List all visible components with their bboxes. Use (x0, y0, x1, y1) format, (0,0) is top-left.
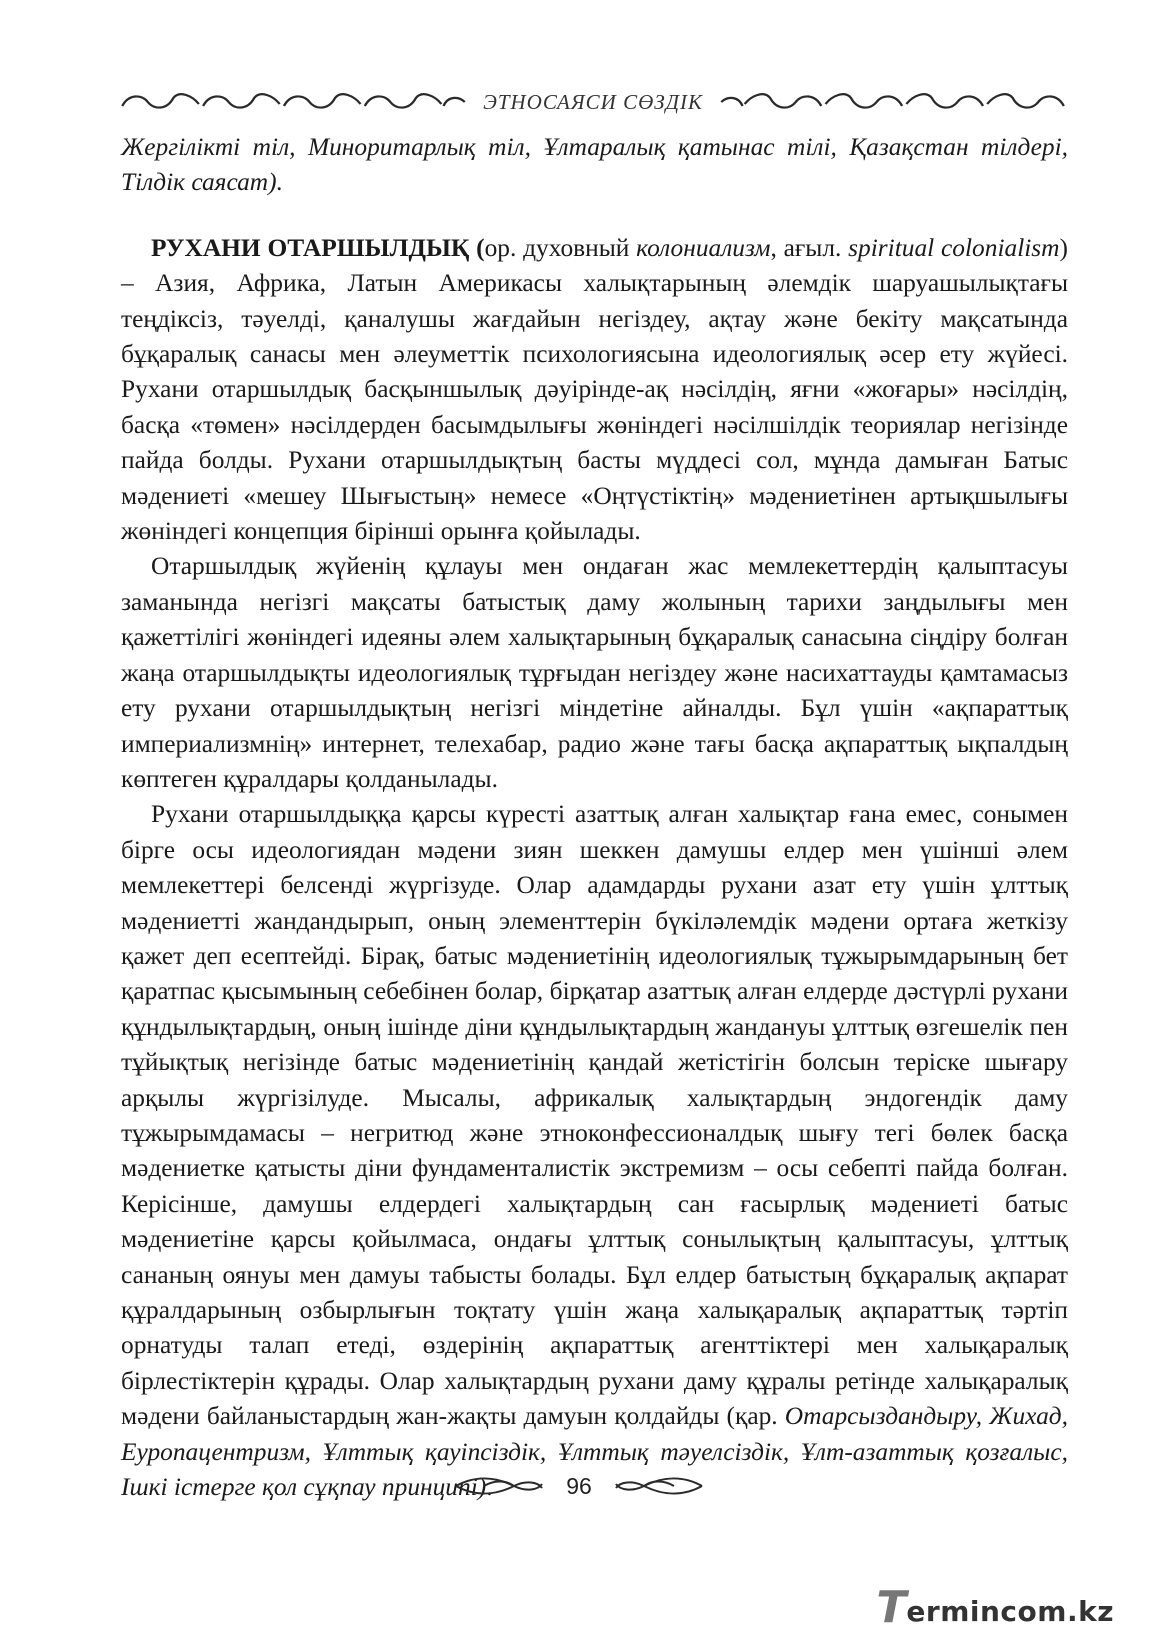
flourish-left-icon (454, 1474, 544, 1498)
intro-crossrefs: Жергілікті тіл, Миноритарлық тіл, Ұлтаралық қатынас тілі, Қазақстан тілдері, Тілдік саясат). (121, 133, 1068, 197)
entry-paragraph-2: Отаршылдық жүйенің құлауы мен ондаған жас мемлекеттердің қалыптасуы заманында негізгі мақсаты батыстық даму жолының тарихи заңдылығы мен қажеттілігі жөніндегі идеяны әлем халықтарының бұқаралық санасына сіңдіру болған жаңа отаршылдықты идеологиялық тұрғыдан негіздеу және насихаттауды қамтамасыз ету рухани отаршылдықтың негізгі міндетіне айналды. Бұл үшін «ақпараттық империализмнің» интернет, телехабар, радио және тағы басқа ақпараттық ықпалдың көптеген құралдары қолданылады. (121, 552, 1068, 793)
watermark-text: ermincom.kz (906, 1595, 1114, 1628)
entry-text-1d: spiritual colonialism (848, 233, 1060, 262)
header-title: ЭТНОСАЯСИ СӨЗДІК (483, 89, 703, 114)
entry-text-3a: Рухани отаршылдыққа қарсы күресті азаттық алған халықтар ғана емес, сонымен бірге осы идеологиядан мәдени зиян шеккен дамушы елдер мен үшінші әлем мемлекеттері белсенді жүргізуде. Олар адамдарды рухани азат ету үшін ұлттық мәдениетті жандандырып, оның элементтерін бүкіләлемдік мәдени ортаға жеткізу қажет деп есептейді. Бірақ, батыс мәдениетінің идеологиялық тұжырымдарының бет қаратпас қысымының себебінен болар, бірқатар азаттық алған елдерде дәстүрлі рухани құндылықтардың, оның ішінде діни құндылықтардың жандануы ұлттық өзгешелік пен тұйықтық негізінде батыс мәдениетінің қандай жетістігін болсын теріске шығару арқылы жүргізілуде. Мысалы, африкалық халықтардың эндогендік даму тұжырымдамасы – негритюд және этноконфессионалдық шығу тегі бөлек басқа мәдениетке қатысты діни фундаменталистік экстремизм – осы себепті пайда болған. Керісінше, дамушы елдердегі халықтардың сан ғасырлық мәдениеті батыс мәдениетіне қарсы қойылмаса, ондағы ұлттық сонылықтың қалыптасуы, ұлттық сананың оянуы мен дамуы табысты болады. Бұл елдер батыстың бұқаралық ақпарат құралдарының озбырлығын тоқтату үшін жаңа халықаралық ақпараттық тәртіп орнатуды талап етеді, өздерінің ақпараттық агенттіктері мен халықаралық бірлестіктерін құрады. Олар халықтардың рухани даму құралы ретінде халықаралық мәдени байланыстардың жан-жақты дамуын қолдайды (қар. (121, 800, 1068, 1431)
running-header (118, 88, 1068, 116)
entry-term: РУХАНИ ОТАРШЫЛДЫҚ ( (151, 233, 485, 262)
entry-paragraph-1 (121, 231, 1068, 550)
entry-crossrefs: Отарсыздандыру, Жихад, Еуропацентризм, Ұлттық қауіпсіздік, Ұлттық тәуелсіздік, Ұлт-азаттық қозғалыс, Ішкі істерге қол сұқпау принципі) (121, 1402, 1068, 1502)
body-text (121, 130, 1068, 1505)
entry-text-1c: , ағыл. (770, 233, 849, 262)
site-watermark (876, 1582, 1114, 1633)
entry-paragraph-3 (121, 797, 1068, 1505)
page-number: 96 (566, 1472, 592, 1499)
ornament-right-icon (717, 92, 1068, 112)
flourish-right-icon (614, 1474, 704, 1498)
entry-text-1a: ор. духовный (484, 233, 637, 262)
ornament-left-icon (118, 92, 469, 112)
entry-text-3c: . (486, 1473, 493, 1502)
entry-text-1e: ) – Азия, Африка, Латын Америкасы халықтарының әлемдік шаруашылықтағы теңдіксіз, тәуелді, қаналушы жағдайын негіздеу, ақтау және бекіту мақсатында бұқаралық санасы мен әлеуметтік психологиясына идеологиялық әсер ету жүйесі. Рухани отаршылдық басқыншылық дәуірінде-ақ нәсілдің, яғни «жоғары» нәсілдің, басқа «төмен» нәсілдерден басымдылығы жөніндегі нәсілшілдік теориялар негізінде пайда болды. Рухани отаршылдықтың басты мүддесі сол, мұнда дамыған Батыс мәдениеті «мешеу Шығыстың» немесе «Оңтүстіктің» мәдениетінен артықшылығы жөніндегі концепция бірінші орынға қойылады. (121, 233, 1068, 546)
page-footer (0, 1471, 1158, 1501)
entry-text-1b: колониализм (636, 233, 771, 262)
paragraph-spacer (121, 201, 1068, 231)
watermark-initial: T (876, 1582, 907, 1633)
